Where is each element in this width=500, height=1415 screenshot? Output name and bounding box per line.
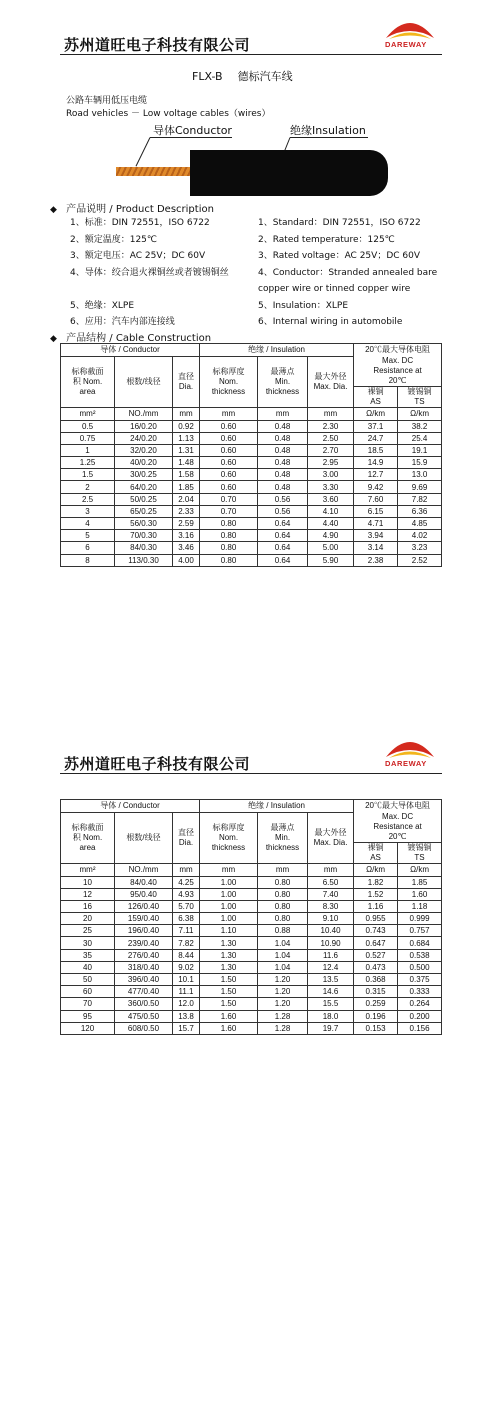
table-cell: 1.50 xyxy=(200,986,258,998)
table-row xyxy=(61,888,442,900)
table-cell: 18.0 xyxy=(308,1010,354,1022)
cable-insulation-illustration xyxy=(190,150,388,196)
table-cell: 1.60 xyxy=(200,1022,258,1034)
table-row xyxy=(61,1022,442,1034)
header-area: 标称截面 积 Nom. area xyxy=(61,812,115,864)
table-cell: 0.56 xyxy=(258,505,308,517)
table-cell: 16/0.20 xyxy=(115,420,173,432)
table-cell: 1.30 xyxy=(200,961,258,973)
table-cell: 11.6 xyxy=(308,949,354,961)
table-cell: 65/0.25 xyxy=(115,505,173,517)
table-cell: 0.375 xyxy=(398,974,442,986)
table-cell: 1.50 xyxy=(200,974,258,986)
table-cell: 0.64 xyxy=(258,542,308,554)
spec-en-3: 3、Rated voltage：AC 25V；DC 60V xyxy=(258,251,421,261)
spec-cn-1: 1、标准：DIN 72551，ISO 6722 xyxy=(70,218,210,228)
table-cell: 1.85 xyxy=(398,876,442,888)
product-description-heading-text: 产品说明 / Product Description xyxy=(66,204,214,215)
table-cell: 1.20 xyxy=(258,974,308,986)
table-cell: 50/0.25 xyxy=(115,493,173,505)
table-cell: 11.1 xyxy=(173,986,200,998)
table-cell: 0.473 xyxy=(354,961,398,973)
table-cell: 8 xyxy=(61,554,115,566)
table-cell: 0.64 xyxy=(258,554,308,566)
table-cell: 396/0.40 xyxy=(115,974,173,986)
table-cell: 8.30 xyxy=(308,900,354,912)
table-cell: 0.60 xyxy=(200,432,258,444)
table-row xyxy=(61,961,442,973)
table-cell: 7.82 xyxy=(173,937,200,949)
header-max-diameter: 最大外径 Max. Dia. xyxy=(308,812,354,864)
table-cell: 12.4 xyxy=(308,961,354,973)
table-cell: 0.60 xyxy=(200,444,258,456)
table-cell: 12 xyxy=(61,888,115,900)
table-cell: 2.70 xyxy=(308,444,354,456)
header-strands: 根数/线径 xyxy=(115,356,173,408)
table-row xyxy=(61,530,442,542)
table-cell: 6.50 xyxy=(308,876,354,888)
table-cell: 0.955 xyxy=(354,913,398,925)
table-row xyxy=(61,469,442,481)
table-cell: 239/0.40 xyxy=(115,937,173,949)
table-row xyxy=(61,420,442,432)
table-cell: 84/0.30 xyxy=(115,542,173,554)
table-cell: 30 xyxy=(61,937,115,949)
header-resistance: 20℃最大导体电阻 xyxy=(354,344,442,357)
header-tinned-copper: 镀锡铜 TS xyxy=(398,387,442,408)
table-cell: 1.18 xyxy=(398,900,442,912)
header-tinned-copper: 镀锡铜 TS xyxy=(398,843,442,864)
table-cell: 0.60 xyxy=(200,469,258,481)
table-cell: 15.5 xyxy=(308,998,354,1010)
header-resistance-en: Max. DC Resistance at 20℃ xyxy=(354,356,442,387)
spec-en-4: 4、Conductor：Stranded annealed bare xyxy=(258,267,438,278)
table-cell: 4.00 xyxy=(173,554,200,566)
table-cell: 1.82 xyxy=(354,876,398,888)
table-cell: 0.48 xyxy=(258,481,308,493)
table-row xyxy=(61,518,442,530)
table-row xyxy=(61,457,442,469)
table-cell: 1.04 xyxy=(258,961,308,973)
table-cell: 64/0.20 xyxy=(115,481,173,493)
table-cell: 0.48 xyxy=(258,469,308,481)
table-row xyxy=(61,481,442,493)
header-strands: 根数/线径 xyxy=(115,812,173,864)
header-insulation: 绝缘 / Insulation xyxy=(200,344,354,357)
table-cell: 5.90 xyxy=(308,554,354,566)
table-row xyxy=(61,493,442,505)
table-cell: 0.743 xyxy=(354,925,398,937)
table-cell: 0.264 xyxy=(398,998,442,1010)
header-nom-thickness: 标称厚度 Nom. thickness xyxy=(200,812,258,864)
table-cell: 24.7 xyxy=(354,432,398,444)
table-row xyxy=(61,876,442,888)
table-cell: 159/0.40 xyxy=(115,913,173,925)
spec-en-6: 6、Internal wiring in automobile xyxy=(258,317,403,327)
table-cell: 1.00 xyxy=(200,876,258,888)
table-cell: 1.20 xyxy=(258,998,308,1010)
table-cell: 0.60 xyxy=(200,420,258,432)
table-cell: 14.6 xyxy=(308,986,354,998)
table-cell: 1.48 xyxy=(173,457,200,469)
header-bare-copper: 裸铜 AS xyxy=(354,843,398,864)
table-cell: 3 xyxy=(61,505,115,517)
table-cell: 2.59 xyxy=(173,518,200,530)
table-cell: 3.23 xyxy=(398,542,442,554)
conductor-leader xyxy=(150,137,232,138)
table-row xyxy=(61,986,442,998)
cable-construction-table-2 xyxy=(60,799,442,1035)
table-row xyxy=(61,542,442,554)
table-cell: 3.60 xyxy=(308,493,354,505)
table-cell: 608/0.50 xyxy=(115,1022,173,1034)
table-cell: 2.30 xyxy=(308,420,354,432)
cable-construction-table-1 xyxy=(60,343,442,567)
logo-emblem-icon xyxy=(380,733,440,759)
table-cell: 0.5 xyxy=(61,420,115,432)
table-cell: 0.48 xyxy=(258,444,308,456)
table-cell: 12.0 xyxy=(173,998,200,1010)
table-cell: 50 xyxy=(61,974,115,986)
header-min-thickness: 最薄点 Min. thickness xyxy=(258,356,308,408)
header-resistance: 20℃最大导体电阻 xyxy=(354,800,442,813)
table-cell: 2.95 xyxy=(308,457,354,469)
table-cell: 0.80 xyxy=(258,913,308,925)
spec-en-4b: copper wire or tinned copper wire xyxy=(258,284,411,294)
table-cell: 2 xyxy=(61,481,115,493)
table-cell: 95 xyxy=(61,1010,115,1022)
table-cell: 0.48 xyxy=(258,420,308,432)
table-cell: 0.538 xyxy=(398,949,442,961)
table-cell: 0.70 xyxy=(200,505,258,517)
table-row xyxy=(61,444,442,456)
table-cell: 24/0.20 xyxy=(115,432,173,444)
product-name: 德标汽车线 xyxy=(237,70,293,83)
table-cell: 475/0.50 xyxy=(115,1010,173,1022)
table-cell: 1.30 xyxy=(200,937,258,949)
table-cell: 2.38 xyxy=(354,554,398,566)
table-cell: 0.60 xyxy=(200,481,258,493)
product-code: FLX-B xyxy=(192,70,223,83)
spec-cn-4: 4、导体：绞合退火裸铜丝或者镀锡铜丝 xyxy=(70,267,229,278)
table-row xyxy=(61,1010,442,1022)
units-row: mm² NO./mm mm mm mm mm Ω/km Ω/km xyxy=(61,864,442,877)
table-cell: 1.50 xyxy=(200,998,258,1010)
table-cell: 1.00 xyxy=(200,900,258,912)
table-cell: 4.71 xyxy=(354,518,398,530)
table-cell: 2.33 xyxy=(173,505,200,517)
product-description-heading xyxy=(50,200,214,215)
table-cell: 2.5 xyxy=(61,493,115,505)
table-cell: 6.36 xyxy=(398,505,442,517)
header-resistance-en: Max. DC Resistance at 20℃ xyxy=(354,812,442,843)
cable-construction-heading xyxy=(50,329,211,344)
table-cell: 1.60 xyxy=(200,1010,258,1022)
table-row xyxy=(61,900,442,912)
table-cell: 0.92 xyxy=(173,420,200,432)
cable-conductor-illustration xyxy=(116,167,192,176)
table-cell: 0.56 xyxy=(258,493,308,505)
logo-emblem-icon xyxy=(380,14,440,40)
table-cell: 7.40 xyxy=(308,888,354,900)
table-cell: 1 xyxy=(61,444,115,456)
table-cell: 10.40 xyxy=(308,925,354,937)
table-cell: 4.93 xyxy=(173,888,200,900)
table-cell: 477/0.40 xyxy=(115,986,173,998)
conductor-label: 导体Conductor xyxy=(153,124,232,137)
table-cell: 4.85 xyxy=(398,518,442,530)
table-cell: 1.31 xyxy=(173,444,200,456)
header-insulation: 绝缘 / Insulation xyxy=(200,800,354,813)
table-row xyxy=(61,974,442,986)
spec-cn-2: 2、额定温度：125℃ xyxy=(70,234,158,245)
table-cell: 1.30 xyxy=(200,949,258,961)
table-cell: 60 xyxy=(61,986,115,998)
table-cell: 1.00 xyxy=(200,913,258,925)
table-cell: 3.30 xyxy=(308,481,354,493)
table-cell: 0.259 xyxy=(354,998,398,1010)
table-cell: 4.40 xyxy=(308,518,354,530)
product-title xyxy=(192,68,293,84)
table-cell: 0.156 xyxy=(398,1022,442,1034)
header-max-diameter: 最大外径 Max. Dia. xyxy=(308,356,354,408)
table-row xyxy=(61,913,442,925)
table-cell: 3.00 xyxy=(308,469,354,481)
table-cell: 1.04 xyxy=(258,937,308,949)
table-row xyxy=(61,925,442,937)
table-cell: 120 xyxy=(61,1022,115,1034)
table-cell: 0.75 xyxy=(61,432,115,444)
table-cell: 40 xyxy=(61,961,115,973)
table-cell: 20 xyxy=(61,913,115,925)
spec-en-5: 5、Insulation：XLPE xyxy=(258,300,349,311)
table-cell: 56/0.30 xyxy=(115,518,173,530)
table-cell: 15.7 xyxy=(173,1022,200,1034)
table-cell: 0.315 xyxy=(354,986,398,998)
spec-cn-3: 3、额定电压：AC 25V；DC 60V xyxy=(70,251,206,261)
table-cell: 276/0.40 xyxy=(115,949,173,961)
table-cell: 1.10 xyxy=(200,925,258,937)
table-cell: 0.368 xyxy=(354,974,398,986)
units-row: mm² NO./mm mm mm mm mm Ω/km Ω/km xyxy=(61,408,442,421)
header-conductor: 导体 / Conductor xyxy=(61,800,200,813)
table-cell: 0.80 xyxy=(258,876,308,888)
header-divider-page2 xyxy=(60,773,442,774)
table-cell: 32/0.20 xyxy=(115,444,173,456)
table-cell: 9.10 xyxy=(308,913,354,925)
table-cell: 40/0.20 xyxy=(115,457,173,469)
spec-en-2: 2、Rated temperature：125℃ xyxy=(258,234,395,245)
table-cell: 2.50 xyxy=(308,432,354,444)
table-cell: 0.48 xyxy=(258,432,308,444)
table-cell: 25.4 xyxy=(398,432,442,444)
table-cell: 0.80 xyxy=(200,554,258,566)
table-cell: 6 xyxy=(61,542,115,554)
table-cell: 10.1 xyxy=(173,974,200,986)
table-cell: 38.2 xyxy=(398,420,442,432)
table-cell: 6.15 xyxy=(354,505,398,517)
spec-cn-6: 6、应用：汽车内部连接线 xyxy=(70,317,175,327)
table-cell: 2.04 xyxy=(173,493,200,505)
table-cell: 0.999 xyxy=(398,913,442,925)
table-cell: 9.42 xyxy=(354,481,398,493)
cable-construction-heading-text: 产品结构 / Cable Construction xyxy=(66,333,212,344)
table-cell: 14.9 xyxy=(354,457,398,469)
company-name: 苏州道旺电子科技有限公司 xyxy=(64,36,251,54)
table-cell: 10.90 xyxy=(308,937,354,949)
table-cell: 0.333 xyxy=(398,986,442,998)
logo-text: DAREWAY xyxy=(385,40,427,49)
table-row xyxy=(61,949,442,961)
header-diameter: 直径 Dia. xyxy=(173,356,200,408)
table-cell: 3.14 xyxy=(354,542,398,554)
table-cell: 18.5 xyxy=(354,444,398,456)
table-cell: 1.58 xyxy=(173,469,200,481)
table-cell: 0.48 xyxy=(258,457,308,469)
table-cell: 1.04 xyxy=(258,949,308,961)
conductor-leader-diag xyxy=(136,137,151,166)
header-diameter: 直径 Dia. xyxy=(173,812,200,864)
table-cell: 0.80 xyxy=(200,530,258,542)
table-row xyxy=(61,554,442,566)
table-cell: 3.46 xyxy=(173,542,200,554)
table-cell: 1.25 xyxy=(61,457,115,469)
table-cell: 0.64 xyxy=(258,530,308,542)
header-bare-copper: 裸铜 AS xyxy=(354,387,398,408)
table-cell: 70/0.30 xyxy=(115,530,173,542)
table-cell: 9.69 xyxy=(398,481,442,493)
header-divider xyxy=(60,54,442,55)
diamond-bullet-icon: ◆ xyxy=(50,205,57,215)
table-cell: 0.80 xyxy=(200,518,258,530)
table-cell: 16 xyxy=(61,900,115,912)
table-cell: 5.00 xyxy=(308,542,354,554)
table-cell: 4.90 xyxy=(308,530,354,542)
table-cell: 7.11 xyxy=(173,925,200,937)
table-cell: 25 xyxy=(61,925,115,937)
table-cell: 1.20 xyxy=(258,986,308,998)
table-cell: 0.757 xyxy=(398,925,442,937)
logo-text: DAREWAY xyxy=(385,759,427,768)
table-cell: 0.80 xyxy=(258,888,308,900)
table-cell: 1.85 xyxy=(173,481,200,493)
table-cell: 84/0.40 xyxy=(115,876,173,888)
spec-list-en xyxy=(258,215,448,331)
table-cell: 13.5 xyxy=(308,974,354,986)
spec-en-1: 1、Standard：DIN 72551，ISO 6722 xyxy=(258,218,421,228)
table-cell: 2.52 xyxy=(398,554,442,566)
company-logo xyxy=(380,14,440,52)
table-cell: 95/0.40 xyxy=(115,888,173,900)
table-cell: 30/0.25 xyxy=(115,469,173,481)
table-row xyxy=(61,432,442,444)
table-cell: 0.684 xyxy=(398,937,442,949)
table-cell: 4 xyxy=(61,518,115,530)
header-conductor: 导体 / Conductor xyxy=(61,344,200,357)
table-cell: 4.02 xyxy=(398,530,442,542)
table-cell: 0.80 xyxy=(258,900,308,912)
table-cell: 1.13 xyxy=(173,432,200,444)
table-cell: 15.9 xyxy=(398,457,442,469)
table-cell: 12.7 xyxy=(354,469,398,481)
table-cell: 5 xyxy=(61,530,115,542)
insulation-leader xyxy=(290,137,368,138)
header-nom-thickness: 标称厚度 Nom. thickness xyxy=(200,356,258,408)
table-cell: 0.527 xyxy=(354,949,398,961)
table-cell: 70 xyxy=(61,998,115,1010)
table-cell: 13.8 xyxy=(173,1010,200,1022)
table-cell: 7.82 xyxy=(398,493,442,505)
table-cell: 318/0.40 xyxy=(115,961,173,973)
table-cell: 3.94 xyxy=(354,530,398,542)
table-cell: 4.25 xyxy=(173,876,200,888)
table-cell: 10 xyxy=(61,876,115,888)
table-row xyxy=(61,937,442,949)
table-cell: 1.00 xyxy=(200,888,258,900)
table-cell: 0.80 xyxy=(200,542,258,554)
table-cell: 0.153 xyxy=(354,1022,398,1034)
table-cell: 1.5 xyxy=(61,469,115,481)
table-cell: 19.1 xyxy=(398,444,442,456)
company-name-page2: 苏州道旺电子科技有限公司 xyxy=(64,755,251,773)
table-cell: 0.200 xyxy=(398,1010,442,1022)
diamond-bullet-icon: ◆ xyxy=(50,334,57,344)
table-cell: 6.38 xyxy=(173,913,200,925)
table-row xyxy=(61,505,442,517)
table-cell: 9.02 xyxy=(173,961,200,973)
table-cell: 35 xyxy=(61,949,115,961)
category-en: Road vehicles － Low voltage cables（wires） xyxy=(66,109,271,119)
table-cell: 0.196 xyxy=(354,1010,398,1022)
table-cell: 8.44 xyxy=(173,949,200,961)
table-cell: 1.28 xyxy=(258,1022,308,1034)
table-cell: 0.647 xyxy=(354,937,398,949)
table-cell: 196/0.40 xyxy=(115,925,173,937)
table-cell: 0.60 xyxy=(200,457,258,469)
header-area: 标称截面 积 Nom. area xyxy=(61,356,115,408)
table-cell: 0.500 xyxy=(398,961,442,973)
table-cell: 3.16 xyxy=(173,530,200,542)
table-cell: 4.10 xyxy=(308,505,354,517)
table-cell: 1.60 xyxy=(398,888,442,900)
header-min-thickness: 最薄点 Min. thickness xyxy=(258,812,308,864)
insulation-label: 绝缘Insulation xyxy=(290,124,366,137)
table-row xyxy=(61,998,442,1010)
spec-list-cn xyxy=(70,215,255,331)
table-cell: 126/0.40 xyxy=(115,900,173,912)
table-cell: 37.1 xyxy=(354,420,398,432)
spec-cn-5: 5、绝缘：XLPE xyxy=(70,300,135,311)
category-cn: 公路车辆用低压电缆 xyxy=(66,96,148,106)
table-cell: 19.7 xyxy=(308,1022,354,1034)
company-logo-page2 xyxy=(380,733,440,771)
table-cell: 7.60 xyxy=(354,493,398,505)
table-cell: 0.64 xyxy=(258,518,308,530)
table-cell: 113/0.30 xyxy=(115,554,173,566)
table-cell: 0.70 xyxy=(200,493,258,505)
table-cell: 1.16 xyxy=(354,900,398,912)
table-cell: 1.52 xyxy=(354,888,398,900)
table-cell: 0.88 xyxy=(258,925,308,937)
table-cell: 360/0.50 xyxy=(115,998,173,1010)
table-cell: 13.0 xyxy=(398,469,442,481)
table-cell: 1.28 xyxy=(258,1010,308,1022)
table-cell: 5.70 xyxy=(173,900,200,912)
